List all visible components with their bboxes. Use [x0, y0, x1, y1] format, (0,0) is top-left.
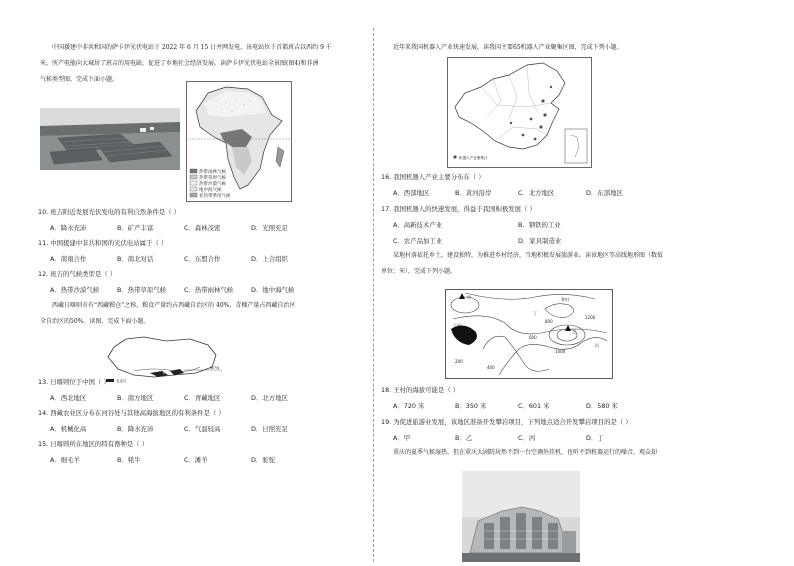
intro-line-1: 中国援建中非共和国的萨卡伊光伏电站于 2022 年 6 月 15 日并网发电，该电站位于首都班吉以西约 9 千: [52, 44, 332, 51]
q12-option-d[interactable]: D．地中海气候: [251, 286, 295, 294]
q15-option-c[interactable]: C．滩羊: [184, 456, 208, 464]
right-intro2-line-2: 单位：米），完成下列小题。: [381, 268, 457, 275]
q10-option-b[interactable]: B．矿产丰富: [117, 224, 154, 232]
q16-option-a[interactable]: A．西部地区: [393, 189, 430, 197]
q14-option-d[interactable]: D．日照充足: [251, 425, 288, 433]
q18-option-a[interactable]: A．720 米: [393, 402, 425, 410]
q11-option-b[interactable]: B．南北对话: [117, 255, 154, 263]
q14-option-a[interactable]: A．机械化高: [50, 425, 87, 433]
q11-option-c[interactable]: C．东盟合作: [184, 255, 221, 263]
q17-option-b[interactable]: B．钢铁的工业: [518, 221, 561, 229]
q12-option-a[interactable]: A．热带沙漠气候: [50, 286, 100, 294]
q19-option-d[interactable]: D．丁: [586, 434, 604, 442]
q14-option-b[interactable]: B．降水充沛: [117, 425, 154, 433]
grand-theatre-photo: [462, 471, 580, 562]
q17-option-c[interactable]: C．农产品加工业: [393, 237, 443, 245]
q13-option-d[interactable]: D．北方地区: [251, 394, 288, 402]
africa-climate-map: [186, 81, 292, 202]
q16-option-d[interactable]: D．东部地区: [586, 189, 623, 197]
q18-option-b[interactable]: B．350 米: [455, 402, 487, 410]
q12-option-c[interactable]: C．热带雨林气候: [184, 286, 234, 294]
q15-option-d[interactable]: D．驼驼: [251, 456, 276, 464]
q14-option-c[interactable]: C．气温较高: [184, 425, 221, 433]
contour-value-200: 200: [455, 359, 463, 364]
q13-option-c[interactable]: C．青藏地区: [184, 394, 221, 402]
legend-rainforest: 热带雨林气候: [199, 170, 226, 175]
q11-option-d[interactable]: D．上合组织: [251, 255, 288, 263]
q10-option-a[interactable]: A．降水充沛: [50, 224, 87, 232]
question-11: 11. 中国援建中非共和国的光伏电站属于（ ）: [38, 239, 168, 247]
tibet-map: [104, 333, 228, 385]
contour-value-600: 600: [529, 335, 537, 340]
contour-map: [445, 289, 613, 379]
q16-option-b[interactable]: B．黄河沿岸: [455, 189, 492, 197]
question-15: 15. 日喀则所在地区的特有畜种是（ ）: [38, 440, 149, 448]
question-13: 13. 日喀则位于中国（ ）: [38, 378, 110, 386]
china-robot-map: [447, 57, 592, 168]
q19-option-c[interactable]: C．丙: [518, 434, 536, 442]
column-divider: [373, 28, 375, 562]
q15-option-a[interactable]: A．细毛羊: [50, 456, 80, 464]
question-17: 17. 我国机器人的快速发展，得益于我国积极发展（ ）: [381, 205, 536, 213]
q19-option-b[interactable]: B．乙: [455, 434, 473, 442]
village-label: 王村: [453, 323, 461, 328]
contour-label-ding: 丁: [533, 311, 537, 316]
q12-option-b[interactable]: B．热带草原气候: [117, 286, 167, 294]
q10-option-d[interactable]: D．光照充足: [251, 224, 288, 232]
contour-value-1000: 1000: [555, 349, 566, 354]
contour-value-1200: 1200: [585, 315, 596, 320]
lat-label: 30°N: [210, 366, 220, 370]
tibet-legend: 农业区: [116, 379, 127, 383]
legend-desert: 热带沙漠气候: [199, 182, 226, 187]
question-16: 16. 我国机器人产业主要分布在（ ）: [381, 173, 485, 181]
contour-label-bing: 丙: [595, 343, 599, 348]
right-intro-line-1: 近年来我国机器人产业快速发展，读我国主要65机器人产业聚集区图，完成下列小题。: [393, 44, 623, 51]
q18-option-c[interactable]: C．601 米: [518, 402, 550, 410]
question-10: 10. 班吉附近发展光伏发电的有利自然条件是（ ）: [38, 208, 181, 216]
intro-line-2: 米，所产电能向大城居了班吉的用电缺，促进了乡地社会经济发展。读萨卡伊光伏电站全景图(图4)和非洲: [40, 60, 319, 67]
legend-mediterranean: 地中海气候: [199, 188, 222, 193]
town-label: 香村: [561, 297, 569, 302]
q19-option-a[interactable]: A．甲: [393, 434, 411, 442]
contour-value-400: 400: [487, 365, 495, 370]
question-14: 14. 西藏农业区分布在河谷处与其他高海拔地区的有利条件是（ ）: [38, 409, 225, 417]
q16-option-c[interactable]: C．北方地区: [518, 189, 555, 197]
question-19: 19. 为促进旅游业发展，该地区准备开发攀岩项目，下列地点适合开发攀岩项目的是（ ）: [381, 418, 632, 426]
china-legend: 机器人产业聚集区: [459, 156, 488, 160]
q17-option-d[interactable]: D．家具制造业: [518, 237, 562, 245]
contour-label-jia: 甲: [467, 295, 471, 300]
q13-option-b[interactable]: B．南方地区: [117, 394, 154, 402]
q15-option-b[interactable]: B．牦牛: [117, 456, 141, 464]
question-18: 18. 王村的海拔可能是（ ）: [381, 386, 460, 394]
q18-option-d[interactable]: D．580 米: [586, 402, 618, 410]
intro2-line-1: 西藏日喀则市有“西藏粮仓”之称，粮食产量约占西藏自治区的 40%，青稞产量占西藏自治区: [52, 302, 296, 309]
q11-option-a[interactable]: A．南南合作: [50, 255, 87, 263]
contour-label-yi: 乙: [573, 329, 577, 334]
intro-line-3: 气候类型图，完成下面小题。: [40, 76, 119, 83]
question-12: 12. 班吉的气候类型是（ ）: [38, 270, 117, 278]
right-intro3-line-1: 重庆的夏季气候湿热，但在重庆大剧院居然不到一台空调外挂机，也听不到机器运行的噪音，观众却: [393, 449, 658, 456]
legend-monsoon: 亚热带季风气候: [199, 194, 231, 199]
intro2-line-2: 全自治区的50%。读图，完成下面小题。: [40, 318, 150, 325]
q17-option-a[interactable]: A．高新技术产业: [393, 221, 443, 229]
solar-station-photo: [40, 108, 180, 170]
q13-option-a[interactable]: A．西北地区: [50, 394, 87, 402]
legend-savanna: 热带草原气候: [199, 176, 226, 181]
q10-option-c[interactable]: C．森林茂密: [184, 224, 221, 232]
contour-value-800: 800: [545, 319, 553, 324]
right-intro2-line-1: 某地村落依托乡土，建设独特，为推进乡村经济，当地积极发展旅游业。读该地区等高线地形图（数值: [393, 252, 664, 259]
